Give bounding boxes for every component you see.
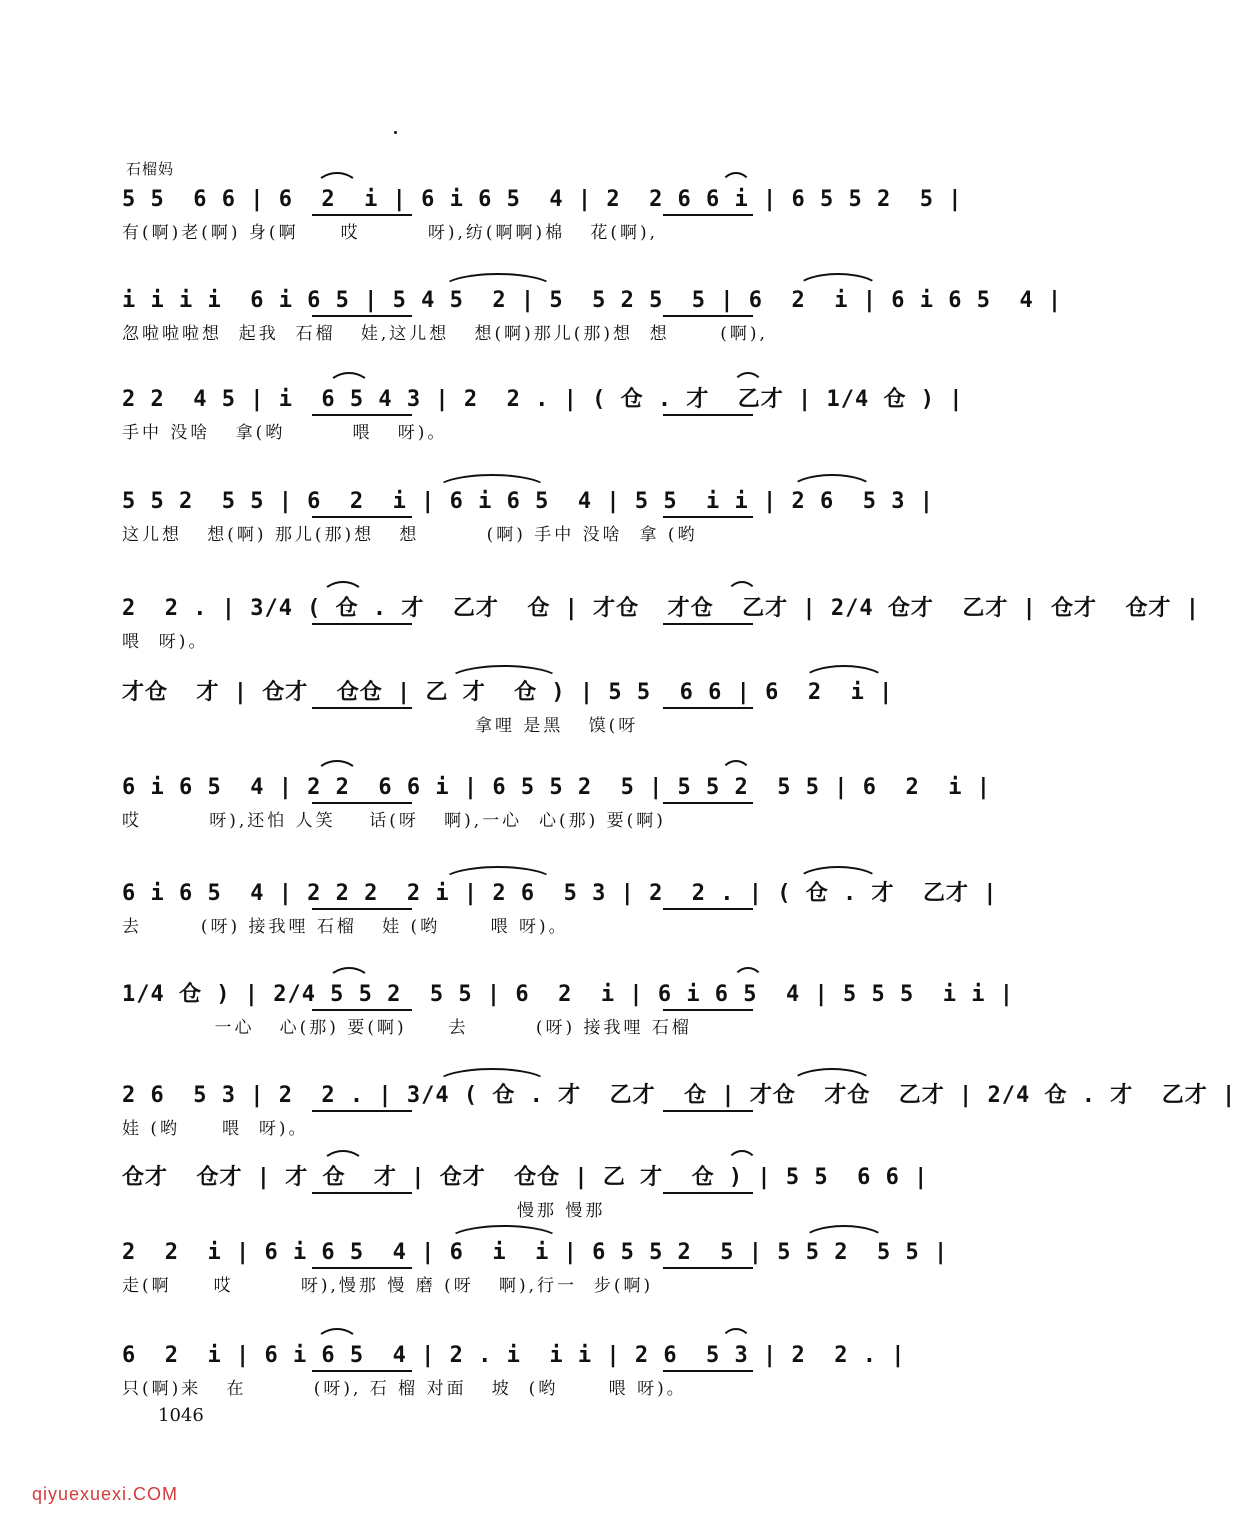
beam-underline [312, 1110, 412, 1112]
slur-mark [802, 1225, 886, 1241]
notation-line [122, 876, 998, 912]
notation-line [122, 770, 991, 806]
lyric-line: 哎 呀),还怕 人笑 话(呀 啊),一心 心(那) 要(啊) [122, 811, 666, 831]
slur-mark [447, 665, 561, 681]
score-system [122, 484, 934, 550]
jianpu-notes: 2 6 5 3 | 2 2 . | 3/4 ( 仓 . 才 乙才 仓 | 才仓 才仓 乙才 | 2/4 仓 . 才 乙才 | [122, 1083, 1236, 1108]
score-system [122, 1078, 1236, 1144]
beam-underline [312, 1192, 412, 1194]
beam-underline [663, 214, 753, 216]
beam-underline [663, 802, 753, 804]
beam-underline [312, 214, 412, 216]
slur-mark [441, 866, 555, 882]
beam-underline [312, 315, 412, 317]
lyric-line: 娃 (哟 喂 呀)。 [122, 1119, 309, 1139]
beam-underline [663, 1370, 753, 1372]
beam-underline [663, 1267, 753, 1269]
notation-line [122, 1235, 949, 1271]
slur-mark [327, 967, 371, 983]
slur-mark [790, 1068, 874, 1084]
lyric-line: 这儿想 想(啊) 那儿(那)想 想 (啊) 手中 没啥 拿 (哟 [122, 525, 698, 545]
score-system [122, 876, 998, 942]
notation-line [122, 1338, 928, 1374]
slur-mark [720, 172, 752, 188]
score-system [122, 770, 991, 836]
beam-underline [663, 1009, 753, 1011]
notation-line [122, 977, 1014, 1013]
lyric-line: 慢那 慢那 [122, 1201, 606, 1221]
lyric-line: 走(啊 哎 呀),慢那 慢 磨 (呀 啊),行一 步(啊) [122, 1276, 654, 1296]
slur-mark [720, 1328, 752, 1344]
beam-underline [663, 1192, 753, 1194]
score-system [122, 182, 963, 248]
slur-mark [315, 1328, 359, 1344]
jianpu-notes: 5 5 2 5 5 | 6 2 i | 6 i 6 5 4 | 5 5 i i | 2 6 5 3 | [122, 489, 934, 514]
slur-mark [796, 273, 880, 289]
beam-underline [312, 707, 412, 709]
lyric-line: 只(啊)来 在 (呀), 石 榴 对面 坡 (哟 喂 呀)。 [122, 1379, 687, 1399]
jianpu-notes: 1/4 仓 ) | 2/4 5 5 2 5 5 | 6 2 i | 6 i 6 5 4 | 5 5 5 i i | [122, 982, 1014, 1007]
lyric-line: 忽啦啦啦想 起我 石榴 娃,这儿想 想(啊)那儿(那)想 想 (啊), [122, 324, 768, 344]
score-system [122, 1338, 928, 1404]
slur-mark [435, 1068, 549, 1084]
beam-underline [312, 802, 412, 804]
slur-mark [726, 581, 758, 597]
score-system [122, 1160, 928, 1226]
slur-mark [321, 581, 365, 597]
beam-underline [663, 908, 753, 910]
jianpu-notes: i i i i 6 i 6 5 | 5 4 5 2 | 5 5 2 5 5 | 6 2 i | 6 i 6 5 4 | [122, 288, 1063, 313]
beam-underline [663, 516, 753, 518]
lyric-line: 一心 心(那) 要(啊) 去 (呀) 接我哩 石榴 [122, 1018, 692, 1038]
score-system [122, 283, 1063, 349]
lyric-line: 去 (呀) 接我哩 石榴 娃 (哟 喂 呀)。 [122, 917, 569, 937]
score-system [122, 382, 964, 448]
beam-underline [312, 1267, 412, 1269]
slur-mark [790, 474, 874, 490]
slur-mark [732, 372, 764, 388]
jianpu-notes: 才仓 才 | 仓才 仓仓 | 乙 才 仓 ) | 5 5 6 6 | 6 2 i | [122, 680, 894, 705]
beam-underline [663, 623, 753, 625]
slur-mark [732, 967, 764, 983]
notation-line [122, 675, 928, 711]
jianpu-notes: 2 2 i | 6 i 6 5 4 | 6 i i | 6 5 5 2 5 | 5 5 2 5 5 | [122, 1240, 949, 1265]
score-system [122, 591, 1201, 657]
jianpu-notes: 2 2 4 5 | i 6 5 4 3 | 2 2 . | ( 仓 . 才 乙才 | 1/4 仓 ) | [122, 387, 964, 412]
slur-mark [435, 474, 549, 490]
beam-underline [663, 414, 753, 416]
lyric-line: 喂 呀)。 [122, 632, 209, 652]
score-system [122, 977, 1014, 1043]
slur-mark [441, 273, 555, 289]
beam-underline [663, 315, 753, 317]
jianpu-notes: 6 i 6 5 4 | 2 2 2 2 i | 2 6 5 3 | 2 2 . | ( 仓 . 才 乙才 | [122, 881, 998, 906]
beam-underline [663, 707, 753, 709]
score-system [122, 675, 928, 741]
beam-underline [312, 623, 412, 625]
slur-mark [796, 866, 880, 882]
site-watermark: qiyuexuexi.COM [32, 1484, 179, 1504]
score-system [122, 1235, 949, 1301]
slur-mark [315, 760, 359, 776]
lyric-line: 有(啊)老(啊) 身(啊 哎 呀),纺(啊啊)棉 花(啊), [122, 223, 658, 243]
notation-line [122, 1160, 928, 1196]
notation-line [122, 1078, 1236, 1114]
slur-mark [720, 760, 752, 776]
slur-mark [802, 665, 886, 681]
slur-mark [327, 372, 371, 388]
role-name: 石榴妈 [126, 160, 175, 178]
jianpu-notes: 6 2 i | 6 i 6 5 4 | 2 . i i i | 2 6 5 3 | 2 2 . | [122, 1343, 906, 1368]
slur-mark [321, 1150, 365, 1166]
beam-underline [312, 1370, 412, 1372]
jianpu-notes: 5 5 6 6 | 6 2 i | 6 i 6 5 4 | 2 2 6 6 i | 6 5 5 2 5 | [122, 187, 963, 212]
slur-mark [726, 1150, 758, 1166]
slur-mark [447, 1225, 561, 1241]
notation-line [122, 182, 963, 218]
beam-underline [312, 414, 412, 416]
slur-mark [315, 172, 359, 188]
beam-underline [663, 1110, 753, 1112]
beam-underline [312, 1009, 412, 1011]
notation-line [122, 382, 964, 418]
lyric-line: 手中 没啥 拿(哟 喂 呀)。 [122, 423, 448, 443]
ink-speck [394, 131, 397, 134]
notation-line [122, 484, 934, 520]
jianpu-notes: 6 i 6 5 4 | 2 2 6 6 i | 6 5 5 2 5 | 5 5 2 5 5 | 6 2 i | [122, 775, 991, 800]
lyric-line: 拿哩 是黑 馍(呀 [122, 716, 639, 736]
jianpu-notes: 2 2 . | 3/4 ( 仓 . 才 乙才 仓 | 才仓 才仓 乙才 | 2/4 仓才 乙才 | 仓才 仓才 | [122, 596, 1201, 621]
notation-line [122, 591, 1201, 627]
jianpu-notes: 仓才 仓才 | 才 仓 才 | 仓才 仓仓 | 乙 才 仓 ) | 5 5 6 6 | [122, 1165, 929, 1190]
beam-underline [312, 908, 412, 910]
notation-line [122, 283, 1063, 319]
beam-underline [312, 516, 412, 518]
page-number: 1046 [158, 1405, 204, 1426]
